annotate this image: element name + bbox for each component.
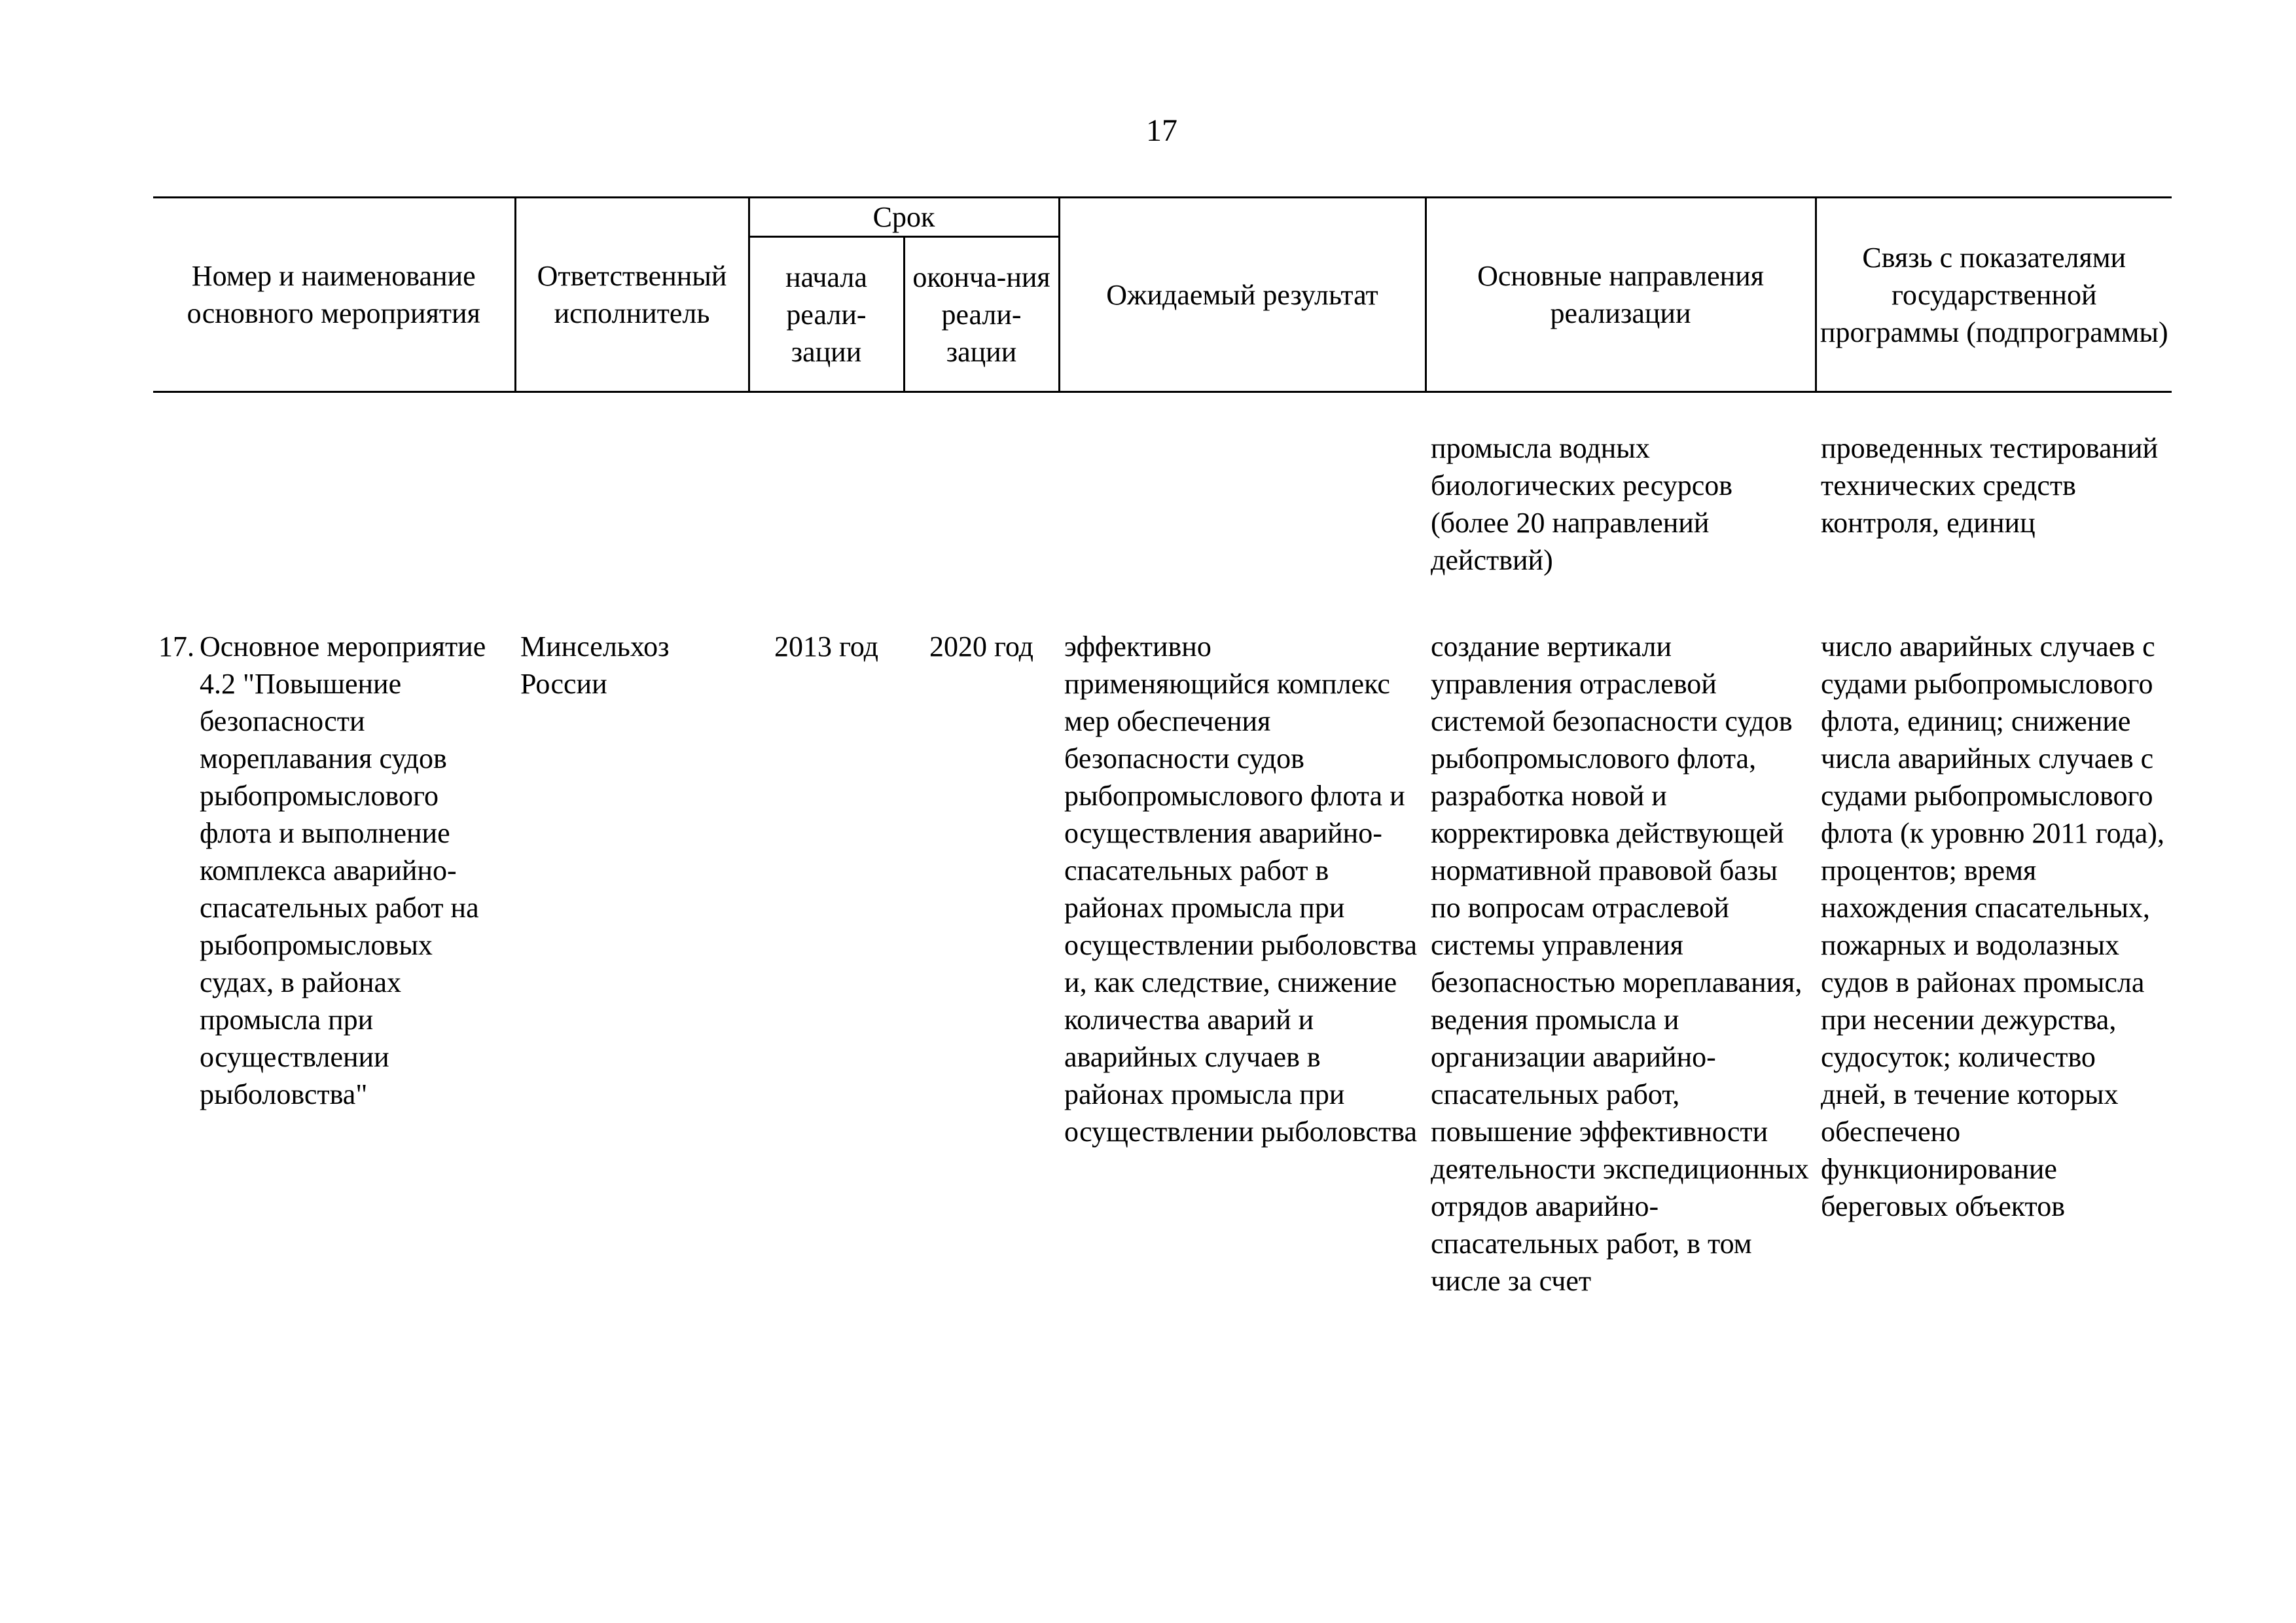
row-result: эффективно применяющийся комплекс мер обеспечения безопасности судов рыбопромыслового флота и осуществления аварийно-спасательных работ в районах промысла при осуществлении рыболовства и, как следствие, снижение количества аварий и аварийных случаев в районах промысла при осуществлении рыболовства xyxy=(1064,630,1417,1148)
cont-cell-start xyxy=(749,392,904,579)
row-end: 2020 год xyxy=(929,630,1034,663)
page-number: 17 xyxy=(1146,113,1177,148)
cont-cell-indicators: проведенных тестирований технических средств контроля, единиц xyxy=(1821,432,2159,539)
header-term: Срок xyxy=(749,198,1059,237)
table-row xyxy=(153,579,2172,1300)
row-name: Основное мероприятие 4.2 "Повышение безопасности мореплавания судов рыбопромыслового флота и выполнение комплекса аварийно-спасательных работ на рыбопромысловых судах, в районах промысла при осуществлении рыболовства" xyxy=(200,630,486,1110)
header-end: оконча-ния реали-зации xyxy=(904,237,1059,392)
header-indicators: Связь с показателями государственной программы (подпрограммы) xyxy=(1816,198,2172,392)
cont-cell-executor xyxy=(515,392,749,579)
row-indicators: число аварийных случаев с судами рыбопромыслового флота, единиц; снижение числа аварийных случаев с судами рыбопромыслового флота (к уровню 2011 года), процентов; время нахождения спасательных, пожарных и водолазных судов в районах промысла при несении дежурства, судосуток; количество дней, в течение которых обеспечено функционирование береговых объектов xyxy=(1821,630,2164,1222)
table-header xyxy=(153,198,2172,392)
row-directions: создание вертикали управления отраслевой системой безопасности судов рыбопромыслового флота, разработка новой и корректировка действующей нормативной правовой базы по вопросам отраслевой системы управления безопасностью мореплавания, ведения промысла и организации аварийно-спасательных работ, повышение эффективности деятельности экспедиционных отрядов аварийно-спасательных работ, в том числе за счет xyxy=(1431,630,1809,1297)
header-start: начала реали-зации xyxy=(749,237,904,392)
cont-cell-result xyxy=(1059,392,1426,579)
table-row-continued xyxy=(153,392,2172,579)
cont-cell-end xyxy=(904,392,1059,579)
header-name: Номер и наименование основного мероприятия xyxy=(153,198,515,392)
row-executor: Минсельхоз России xyxy=(520,630,670,700)
cont-cell-name xyxy=(153,392,515,579)
header-directions: Основные направления реализации xyxy=(1426,198,1816,392)
measures-table xyxy=(153,196,2172,1300)
cont-cell-directions: промысла водных биологических ресурсов (более 20 направлений действий) xyxy=(1431,432,1733,576)
header-executor: Ответственный исполнитель xyxy=(515,198,749,392)
row-start: 2013 год xyxy=(774,630,879,663)
header-result: Ожидаемый результат xyxy=(1059,198,1426,392)
row-name-cell xyxy=(153,579,515,1300)
row-number: 17. xyxy=(158,630,194,663)
